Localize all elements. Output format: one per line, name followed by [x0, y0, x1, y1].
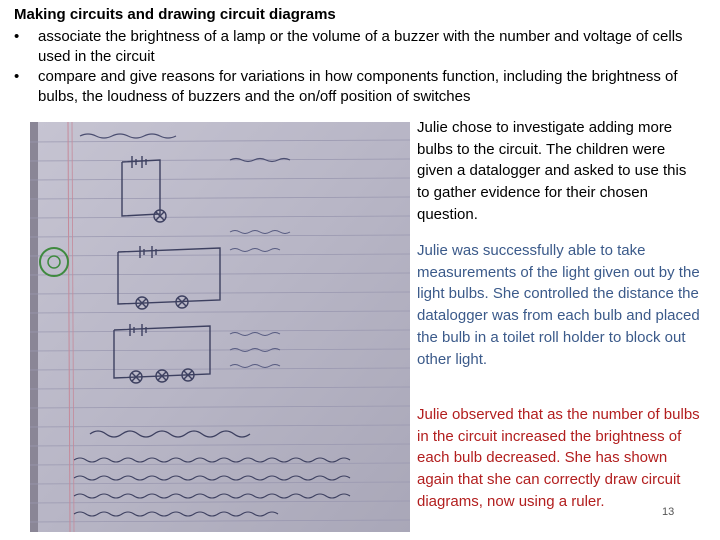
- objective-item: [14, 67, 714, 107]
- observation-paragraph: Julie observed that as the number of bulbs in the circuit increased the brightness of each bulb decreased. She has shown again that she can correctly draw circuit diagrams, now using a ruler.: [417, 406, 700, 510]
- bullet-icon: •: [14, 28, 20, 45]
- objectives-list: [14, 27, 714, 107]
- notebook-photo: [30, 122, 410, 532]
- objective-text: associate the brightness of a lamp or the volume of a buzzer with the number and voltage of cells used in the circuit: [38, 28, 683, 65]
- investigation-paragraph: Julie chose to investigate adding more bulbs to the circuit. The children were given a datalogger and asked to use this to gather evidence for their chosen question.: [417, 119, 687, 223]
- page-number: 13: [662, 506, 675, 518]
- measurement-paragraph: Julie was successfully able to take measurements of the light given out by the light bulbs. She controlled the distance the datalogger was from each bulb and placed the bulb in a toilet roll holder to block out other light.: [417, 242, 700, 368]
- slide-title: Making circuits and drawing circuit diagrams: [14, 6, 336, 23]
- objective-item: [14, 27, 714, 67]
- bullet-icon: •: [14, 68, 20, 85]
- objective-text: compare and give reasons for variations in how components function, including the brightness of bulbs, the loudness of buzzers and the on/off position of switches: [38, 68, 678, 105]
